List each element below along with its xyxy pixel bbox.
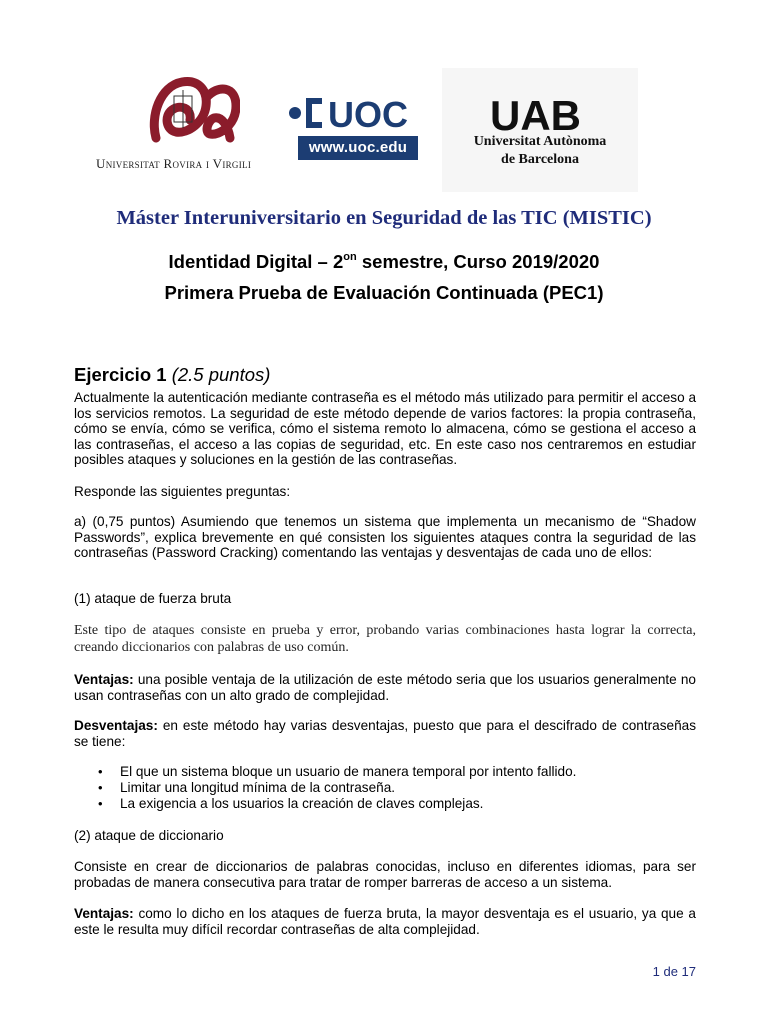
uoc-logo xyxy=(288,94,420,164)
uoc-word: UOC xyxy=(328,94,408,132)
urv-emblem-icon xyxy=(148,76,240,146)
subject-sup: on xyxy=(343,251,357,263)
uab-name-line1: Universitat Autònoma xyxy=(473,134,607,149)
uoc-url: www.uoc.edu xyxy=(298,136,418,160)
item2-pros-text: como lo dicho en los ataques de fuerza bruta, la mayor desventaja es el usuario, ya que a este le resulta muy difícil recordar contraseñas de alta complejidad. xyxy=(74,906,696,937)
uab-wordmark-icon xyxy=(490,94,600,134)
item1-title: (1) ataque de fuerza bruta xyxy=(74,591,232,606)
exercise-points: (2.5 puntos) xyxy=(171,364,271,385)
list-item: • Limitar una longitud mínima de la contraseña. xyxy=(74,780,696,796)
item1-pros-label: Ventajas: xyxy=(74,672,134,687)
subject-suffix: semestre, Curso 2019/2020 xyxy=(356,251,600,272)
exam-title: Primera Prueba de Evaluación Continuada (PEC1) xyxy=(164,282,604,303)
item1-pros xyxy=(74,672,696,703)
header-logos xyxy=(0,68,768,194)
cons-bullet-list xyxy=(74,764,696,812)
uab-word: UAB xyxy=(490,94,581,134)
item2-answer: Consiste en crear de diccionarios de palabras conocidas, incluso en diferentes idiomas, para ser probadas de manera consecutiva para tratar de romper barreras de acceso a un sistema. xyxy=(74,859,696,890)
exercise-instruction: Responde las siguientes preguntas: xyxy=(74,484,291,499)
uab-logo xyxy=(442,68,638,192)
exercise-heading xyxy=(74,364,696,386)
urv-logo xyxy=(96,76,274,182)
urv-name: Universitat Rovira i Virgili xyxy=(96,156,252,171)
subject-title xyxy=(0,251,768,273)
master-title: Máster Interuniversitario en Seguridad de las TIC (MISTIC) xyxy=(116,207,652,229)
exercise-intro: Actualmente la autenticación mediante contraseña es el método más utilizado para permitir el acceso a los servicios remotos. La seguridad de este método depende de varios factores: la propia contraseña, cómo se envía, cómo se verifica, cómo el sistema remoto lo almacena, cómo se gestiona el acceso a las contraseñas, el acceso a las copias de seguridad, etc. En este caso nos centraremos en estudiar posibles ataques y soluciones en la gestión de las contraseñas. xyxy=(74,390,696,468)
uoc-wordmark-icon xyxy=(288,94,420,132)
subject-prefix: Identidad Digital – 2 xyxy=(168,251,344,272)
page-indicator: 1 de 17 xyxy=(652,964,696,979)
exercise-title: Ejercicio 1 xyxy=(74,364,167,385)
item1-pros-text: una posible ventaja de la utilización de este método seria que los usuarios generalmente no usan contraseñas con un alto grado de complejidad. xyxy=(74,672,696,703)
item2-pros-label: Ventajas: xyxy=(74,906,134,921)
item1-cons-text: en este método hay varias desventajas, puesto que para el descifrado de contraseñas se tiene: xyxy=(74,718,696,749)
uab-name-line2: de Barcelona xyxy=(501,152,579,167)
question-a: a) (0,75 puntos) Asumiendo que tenemos un sistema que implementa un mecanismo de “Shadow Passwords”, explica brevemente en qué consisten los siguientes ataques contra la seguridad de las contraseñas (Password Cracking) comentando las ventajas y desventajas de cada uno de ellos: xyxy=(74,514,696,561)
item1-answer: Este tipo de ataques consiste en prueba y error, probando varias combinaciones hasta lograr la correcta, creando diccionarios con palabras de uso común. xyxy=(74,623,696,655)
item2-pros xyxy=(74,906,696,937)
list-item: • La exigencia a los usuarios la creación de claves complejas. xyxy=(74,796,696,812)
item2-title: (2) ataque de diccionario xyxy=(74,828,224,843)
list-item: • El que un sistema bloque un usuario de manera temporal por intento fallido. xyxy=(74,764,696,780)
item1-cons xyxy=(74,718,696,749)
item1-cons-label: Desventajas: xyxy=(74,718,158,733)
